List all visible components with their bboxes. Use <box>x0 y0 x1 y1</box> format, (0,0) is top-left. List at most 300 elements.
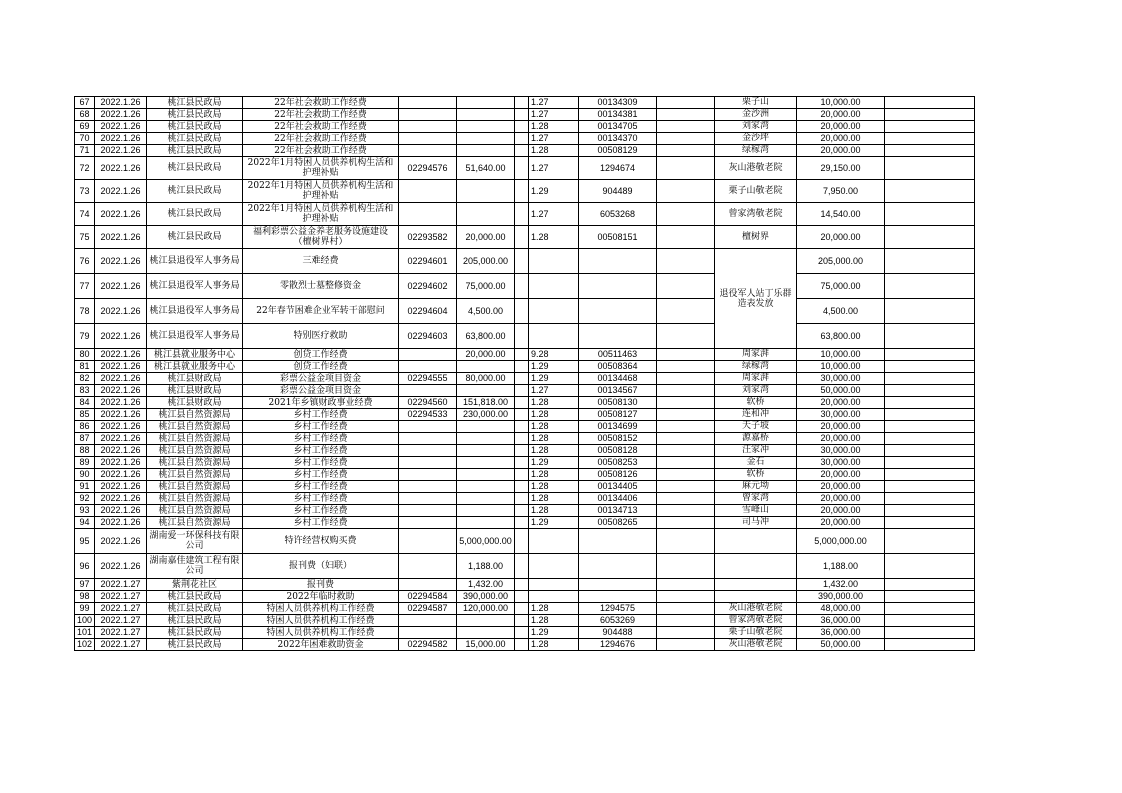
table-row <box>75 145 975 157</box>
item-cell: 2022年1月特困人员供养机构生活和护理补贴 <box>243 180 399 203</box>
document-number-cell <box>399 493 457 505</box>
blank-cell <box>515 109 529 121</box>
date-cell: 2022.1.26 <box>95 299 147 324</box>
amount-cell: 5,000,000.00 <box>457 529 515 554</box>
voucher-number-cell: 6053268 <box>579 203 657 226</box>
item-cell: 2022年困难救助资金 <box>243 639 399 651</box>
document-number-cell <box>399 433 457 445</box>
amount-cell <box>457 445 515 457</box>
pay-date-cell <box>529 249 579 274</box>
item-cell: 乡村工作经费 <box>243 421 399 433</box>
item-cell: 报刊费 <box>243 579 399 591</box>
paid-amount-cell: 14,540.00 <box>797 203 885 226</box>
row-number-cell: 89 <box>75 457 95 469</box>
row-number-cell: 87 <box>75 433 95 445</box>
voucher-number-cell: 1294676 <box>579 639 657 651</box>
table-row <box>75 409 975 421</box>
pay-date-cell <box>529 274 579 299</box>
document-number-cell <box>399 349 457 361</box>
item-cell: 三难经费 <box>243 249 399 274</box>
paid-amount-cell: 20,000.00 <box>797 505 885 517</box>
document-number-cell <box>399 554 457 579</box>
blank-cell <box>515 180 529 203</box>
blank-cell <box>515 385 529 397</box>
item-cell: 特困人员供养机构工作经费 <box>243 627 399 639</box>
payee-cell: 栗子山敬老院 <box>715 180 797 203</box>
document-number-cell: 02294587 <box>399 603 457 615</box>
unit-cell: 桃江县民政局 <box>147 109 243 121</box>
payee-cell: 绿稼湾 <box>715 361 797 373</box>
row-number-cell: 85 <box>75 409 95 421</box>
amount-cell <box>457 145 515 157</box>
date-cell: 2022.1.26 <box>95 457 147 469</box>
table-row <box>75 469 975 481</box>
item-cell: 乡村工作经费 <box>243 409 399 421</box>
blank-cell <box>657 203 715 226</box>
blank-cell <box>657 249 715 274</box>
date-cell: 2022.1.27 <box>95 579 147 591</box>
row-number-cell: 74 <box>75 203 95 226</box>
row-number-cell: 72 <box>75 157 95 180</box>
payee-cell: 软桥 <box>715 397 797 409</box>
document-number-cell <box>399 529 457 554</box>
item-cell: 创贷工作经费 <box>243 349 399 361</box>
amount-cell <box>457 493 515 505</box>
item-cell: 22年社会救助工作经费 <box>243 133 399 145</box>
pay-date-cell: 1.28 <box>529 445 579 457</box>
item-cell: 乡村工作经费 <box>243 433 399 445</box>
paid-amount-cell: 20,000.00 <box>797 481 885 493</box>
row-number-cell: 76 <box>75 249 95 274</box>
blank-cell <box>657 157 715 180</box>
blank-cell <box>657 627 715 639</box>
blank-cell <box>885 469 975 481</box>
amount-cell <box>457 385 515 397</box>
item-cell: 创贷工作经费 <box>243 361 399 373</box>
voucher-number-cell: 00134370 <box>579 133 657 145</box>
blank-cell <box>657 274 715 299</box>
amount-cell <box>457 180 515 203</box>
pay-date-cell: 1.28 <box>529 505 579 517</box>
unit-cell: 桃江县自然资源局 <box>147 469 243 481</box>
payee-cell: 连和冲 <box>715 409 797 421</box>
blank-cell <box>657 349 715 361</box>
paid-amount-cell: 63,800.00 <box>797 324 885 349</box>
row-number-cell: 75 <box>75 226 95 249</box>
document-number-cell <box>399 445 457 457</box>
pay-date-cell <box>529 324 579 349</box>
blank-cell <box>885 457 975 469</box>
date-cell: 2022.1.26 <box>95 421 147 433</box>
document-number-cell: 02294603 <box>399 324 457 349</box>
payee-cell: 天子坡 <box>715 421 797 433</box>
paid-amount-cell: 30,000.00 <box>797 457 885 469</box>
pay-date-cell: 1.27 <box>529 203 579 226</box>
unit-cell: 紫荆花社区 <box>147 579 243 591</box>
date-cell: 2022.1.27 <box>95 603 147 615</box>
payee-cell: 灰山港敬老院 <box>715 639 797 651</box>
unit-cell: 桃江县自然资源局 <box>147 481 243 493</box>
amount-cell: 15,000.00 <box>457 639 515 651</box>
item-cell: 乡村工作经费 <box>243 457 399 469</box>
document-number-cell <box>399 579 457 591</box>
date-cell: 2022.1.27 <box>95 615 147 627</box>
amount-cell: 20,000.00 <box>457 226 515 249</box>
document-number-cell <box>399 421 457 433</box>
payee-cell: 金石 <box>715 457 797 469</box>
amount-cell: 151,818.00 <box>457 397 515 409</box>
voucher-number-cell: 00508152 <box>579 433 657 445</box>
amount-cell <box>457 517 515 529</box>
item-cell: 乡村工作经费 <box>243 481 399 493</box>
voucher-number-cell <box>579 529 657 554</box>
unit-cell: 湖南爱一环保科技有限公司 <box>147 529 243 554</box>
voucher-number-cell: 00508128 <box>579 445 657 457</box>
table-row <box>75 505 975 517</box>
row-number-cell: 78 <box>75 299 95 324</box>
document-number-cell: 02294604 <box>399 299 457 324</box>
date-cell: 2022.1.26 <box>95 97 147 109</box>
date-cell: 2022.1.26 <box>95 505 147 517</box>
unit-cell: 桃江县民政局 <box>147 157 243 180</box>
paid-amount-cell: 10,000.00 <box>797 97 885 109</box>
document-number-cell <box>399 627 457 639</box>
table-row <box>75 157 975 180</box>
document-number-cell: 02294560 <box>399 397 457 409</box>
table-row <box>75 109 975 121</box>
row-number-cell: 67 <box>75 97 95 109</box>
paid-amount-cell: 20,000.00 <box>797 226 885 249</box>
payee-cell <box>715 529 797 554</box>
blank-cell <box>657 121 715 133</box>
blank-cell <box>657 361 715 373</box>
blank-cell <box>657 615 715 627</box>
blank-cell <box>885 639 975 651</box>
paid-amount-cell: 48,000.00 <box>797 603 885 615</box>
date-cell: 2022.1.26 <box>95 409 147 421</box>
row-number-cell: 69 <box>75 121 95 133</box>
amount-cell <box>457 433 515 445</box>
pay-date-cell: 1.29 <box>529 180 579 203</box>
table-row <box>75 554 975 579</box>
unit-cell: 桃江县自然资源局 <box>147 409 243 421</box>
item-cell: 特许经营权购买费 <box>243 529 399 554</box>
document-number-cell <box>399 145 457 157</box>
table-row <box>75 203 975 226</box>
item-cell: 乡村工作经费 <box>243 505 399 517</box>
blank-cell <box>515 627 529 639</box>
blank-cell <box>885 627 975 639</box>
payee-cell: 汪家冲 <box>715 445 797 457</box>
voucher-number-cell: 00508151 <box>579 226 657 249</box>
row-number-cell: 101 <box>75 627 95 639</box>
unit-cell: 桃江县自然资源局 <box>147 517 243 529</box>
pay-date-cell: 1.27 <box>529 157 579 180</box>
blank-cell <box>885 579 975 591</box>
unit-cell: 桃江县退役军人事务局 <box>147 249 243 274</box>
date-cell: 2022.1.26 <box>95 433 147 445</box>
unit-cell: 桃江县自然资源局 <box>147 421 243 433</box>
payee-cell: 软桥 <box>715 469 797 481</box>
pay-date-cell: 1.29 <box>529 517 579 529</box>
document-number-cell: 02293582 <box>399 226 457 249</box>
blank-cell <box>885 481 975 493</box>
row-number-cell: 77 <box>75 274 95 299</box>
table-row <box>75 349 975 361</box>
document-number-cell <box>399 97 457 109</box>
row-number-cell: 79 <box>75 324 95 349</box>
paid-amount-cell: 50,000.00 <box>797 639 885 651</box>
blank-cell <box>657 433 715 445</box>
voucher-number-cell: 00134713 <box>579 505 657 517</box>
amount-cell <box>457 457 515 469</box>
blank-cell <box>885 226 975 249</box>
blank-cell <box>515 97 529 109</box>
row-number-cell: 99 <box>75 603 95 615</box>
document-number-cell: 02294601 <box>399 249 457 274</box>
payee-cell: 灰山港敬老院 <box>715 603 797 615</box>
item-cell: 22年社会救助工作经费 <box>243 109 399 121</box>
paid-amount-cell: 205,000.00 <box>797 249 885 274</box>
blank-cell <box>515 554 529 579</box>
voucher-number-cell <box>579 299 657 324</box>
blank-cell <box>885 493 975 505</box>
document-number-cell <box>399 505 457 517</box>
item-cell: 彩票公益金项目资金 <box>243 385 399 397</box>
unit-cell: 桃江县民政局 <box>147 603 243 615</box>
amount-cell: 1,188.00 <box>457 554 515 579</box>
unit-cell: 桃江县民政局 <box>147 97 243 109</box>
blank-cell <box>515 505 529 517</box>
unit-cell: 桃江县财政局 <box>147 397 243 409</box>
blank-cell <box>515 299 529 324</box>
date-cell: 2022.1.26 <box>95 517 147 529</box>
table-row <box>75 133 975 145</box>
date-cell: 2022.1.26 <box>95 481 147 493</box>
blank-cell <box>885 97 975 109</box>
amount-cell: 51,640.00 <box>457 157 515 180</box>
blank-cell <box>515 349 529 361</box>
amount-cell: 80,000.00 <box>457 373 515 385</box>
unit-cell: 桃江县民政局 <box>147 639 243 651</box>
blank-cell <box>515 361 529 373</box>
voucher-number-cell: 00134309 <box>579 97 657 109</box>
payee-cell: 檀树界 <box>715 226 797 249</box>
pay-date-cell: 1.28 <box>529 121 579 133</box>
voucher-number-cell <box>579 591 657 603</box>
document-number-cell <box>399 133 457 145</box>
blank-cell <box>885 133 975 145</box>
row-number-cell: 98 <box>75 591 95 603</box>
amount-cell: 205,000.00 <box>457 249 515 274</box>
blank-cell <box>515 517 529 529</box>
blank-cell <box>515 493 529 505</box>
payee-cell: 刘家湾 <box>715 385 797 397</box>
blank-cell <box>657 109 715 121</box>
item-cell: 乡村工作经费 <box>243 469 399 481</box>
blank-cell <box>885 324 975 349</box>
row-number-cell: 70 <box>75 133 95 145</box>
voucher-number-cell: 00134381 <box>579 109 657 121</box>
payee-cell: 曾家湾 <box>715 493 797 505</box>
pay-date-cell: 1.28 <box>529 421 579 433</box>
pay-date-cell: 1.28 <box>529 493 579 505</box>
voucher-number-cell: 00511463 <box>579 349 657 361</box>
blank-cell <box>885 421 975 433</box>
row-number-cell: 93 <box>75 505 95 517</box>
amount-cell <box>457 627 515 639</box>
blank-cell <box>885 121 975 133</box>
row-number-cell: 88 <box>75 445 95 457</box>
row-number-cell: 100 <box>75 615 95 627</box>
pay-date-cell: 1.29 <box>529 627 579 639</box>
blank-cell <box>515 145 529 157</box>
table-row <box>75 433 975 445</box>
blank-cell <box>657 591 715 603</box>
document-number-cell: 02294533 <box>399 409 457 421</box>
table-row <box>75 639 975 651</box>
blank-cell <box>515 457 529 469</box>
paid-amount-cell: 29,150.00 <box>797 157 885 180</box>
unit-cell: 桃江县民政局 <box>147 203 243 226</box>
row-number-cell: 102 <box>75 639 95 651</box>
item-cell: 乡村工作经费 <box>243 445 399 457</box>
blank-cell <box>657 324 715 349</box>
date-cell: 2022.1.26 <box>95 133 147 145</box>
blank-cell <box>515 615 529 627</box>
blank-cell <box>657 603 715 615</box>
document-number-cell <box>399 109 457 121</box>
amount-cell: 390,000.00 <box>457 591 515 603</box>
paid-amount-cell: 5,000,000.00 <box>797 529 885 554</box>
blank-cell <box>515 397 529 409</box>
paid-amount-cell: 20,000.00 <box>797 469 885 481</box>
row-number-cell: 82 <box>75 373 95 385</box>
blank-cell <box>515 203 529 226</box>
blank-cell <box>657 97 715 109</box>
blank-cell <box>885 249 975 274</box>
payee-cell: 金沙坪 <box>715 133 797 145</box>
voucher-number-cell: 00508129 <box>579 145 657 157</box>
unit-cell: 桃江县财政局 <box>147 385 243 397</box>
item-cell: 特别医疗救助 <box>243 324 399 349</box>
blank-cell <box>657 457 715 469</box>
payee-cell: 栗子山 <box>715 97 797 109</box>
amount-cell: 120,000.00 <box>457 603 515 615</box>
date-cell: 2022.1.26 <box>95 385 147 397</box>
amount-cell <box>457 505 515 517</box>
pay-date-cell: 1.28 <box>529 226 579 249</box>
item-cell: 彩票公益金项目资金 <box>243 373 399 385</box>
voucher-number-cell: 00134705 <box>579 121 657 133</box>
pay-date-cell <box>529 529 579 554</box>
payee-cell: 源嘉桥 <box>715 433 797 445</box>
amount-cell <box>457 203 515 226</box>
row-number-cell: 96 <box>75 554 95 579</box>
paid-amount-cell: 30,000.00 <box>797 445 885 457</box>
unit-cell: 桃江县退役军人事务局 <box>147 299 243 324</box>
date-cell: 2022.1.26 <box>95 226 147 249</box>
pay-date-cell: 1.28 <box>529 639 579 651</box>
table-row <box>75 421 975 433</box>
blank-cell <box>515 409 529 421</box>
blank-cell <box>515 157 529 180</box>
pay-date-cell: 1.27 <box>529 97 579 109</box>
amount-cell <box>457 133 515 145</box>
pay-date-cell <box>529 299 579 324</box>
item-cell: 22年社会救助工作经费 <box>243 97 399 109</box>
item-cell: 乡村工作经费 <box>243 493 399 505</box>
pay-date-cell: 1.28 <box>529 481 579 493</box>
blank-cell <box>657 469 715 481</box>
row-number-cell: 81 <box>75 361 95 373</box>
document-number-cell <box>399 615 457 627</box>
blank-cell <box>657 397 715 409</box>
unit-cell: 桃江县民政局 <box>147 627 243 639</box>
document-number-cell <box>399 469 457 481</box>
blank-cell <box>515 249 529 274</box>
unit-cell: 桃江县财政局 <box>147 373 243 385</box>
row-number-cell: 90 <box>75 469 95 481</box>
paid-amount-cell: 30,000.00 <box>797 373 885 385</box>
payee-cell <box>715 554 797 579</box>
voucher-number-cell: 00134699 <box>579 421 657 433</box>
amount-cell: 4,500.00 <box>457 299 515 324</box>
payee-cell <box>715 579 797 591</box>
item-cell: 22年社会救助工作经费 <box>243 121 399 133</box>
blank-cell <box>885 274 975 299</box>
table-row <box>75 361 975 373</box>
unit-cell: 桃江县自然资源局 <box>147 505 243 517</box>
amount-cell <box>457 615 515 627</box>
amount-cell: 230,000.00 <box>457 409 515 421</box>
table-row <box>75 529 975 554</box>
pay-date-cell: 9.28 <box>529 349 579 361</box>
blank-cell <box>515 324 529 349</box>
table-row <box>75 324 975 349</box>
voucher-number-cell: 00134567 <box>579 385 657 397</box>
unit-cell: 桃江县退役军人事务局 <box>147 274 243 299</box>
voucher-number-cell: 00508265 <box>579 517 657 529</box>
blank-cell <box>885 349 975 361</box>
date-cell: 2022.1.26 <box>95 203 147 226</box>
date-cell: 2022.1.26 <box>95 554 147 579</box>
blank-cell <box>885 145 975 157</box>
document-number-cell <box>399 121 457 133</box>
document-number-cell: 02294582 <box>399 639 457 651</box>
payee-cell: 雪峰山 <box>715 505 797 517</box>
date-cell: 2022.1.27 <box>95 627 147 639</box>
paid-amount-cell: 20,000.00 <box>797 397 885 409</box>
unit-cell: 桃江县就业服务中心 <box>147 349 243 361</box>
blank-cell <box>885 409 975 421</box>
paid-amount-cell: 20,000.00 <box>797 517 885 529</box>
item-cell: 2022年1月特困人员供养机构生活和护理补贴 <box>243 157 399 180</box>
unit-cell: 桃江县民政局 <box>147 145 243 157</box>
pay-date-cell <box>529 579 579 591</box>
row-number-cell: 92 <box>75 493 95 505</box>
blank-cell <box>885 615 975 627</box>
blank-cell <box>657 579 715 591</box>
table-row <box>75 397 975 409</box>
blank-cell <box>885 385 975 397</box>
payee-merged-cell: 退役军人站丁乐群造表发放 <box>715 249 797 349</box>
voucher-number-cell: 00508130 <box>579 397 657 409</box>
row-number-cell: 97 <box>75 579 95 591</box>
document-number-cell: 02294602 <box>399 274 457 299</box>
row-number-cell: 71 <box>75 145 95 157</box>
table-row <box>75 180 975 203</box>
